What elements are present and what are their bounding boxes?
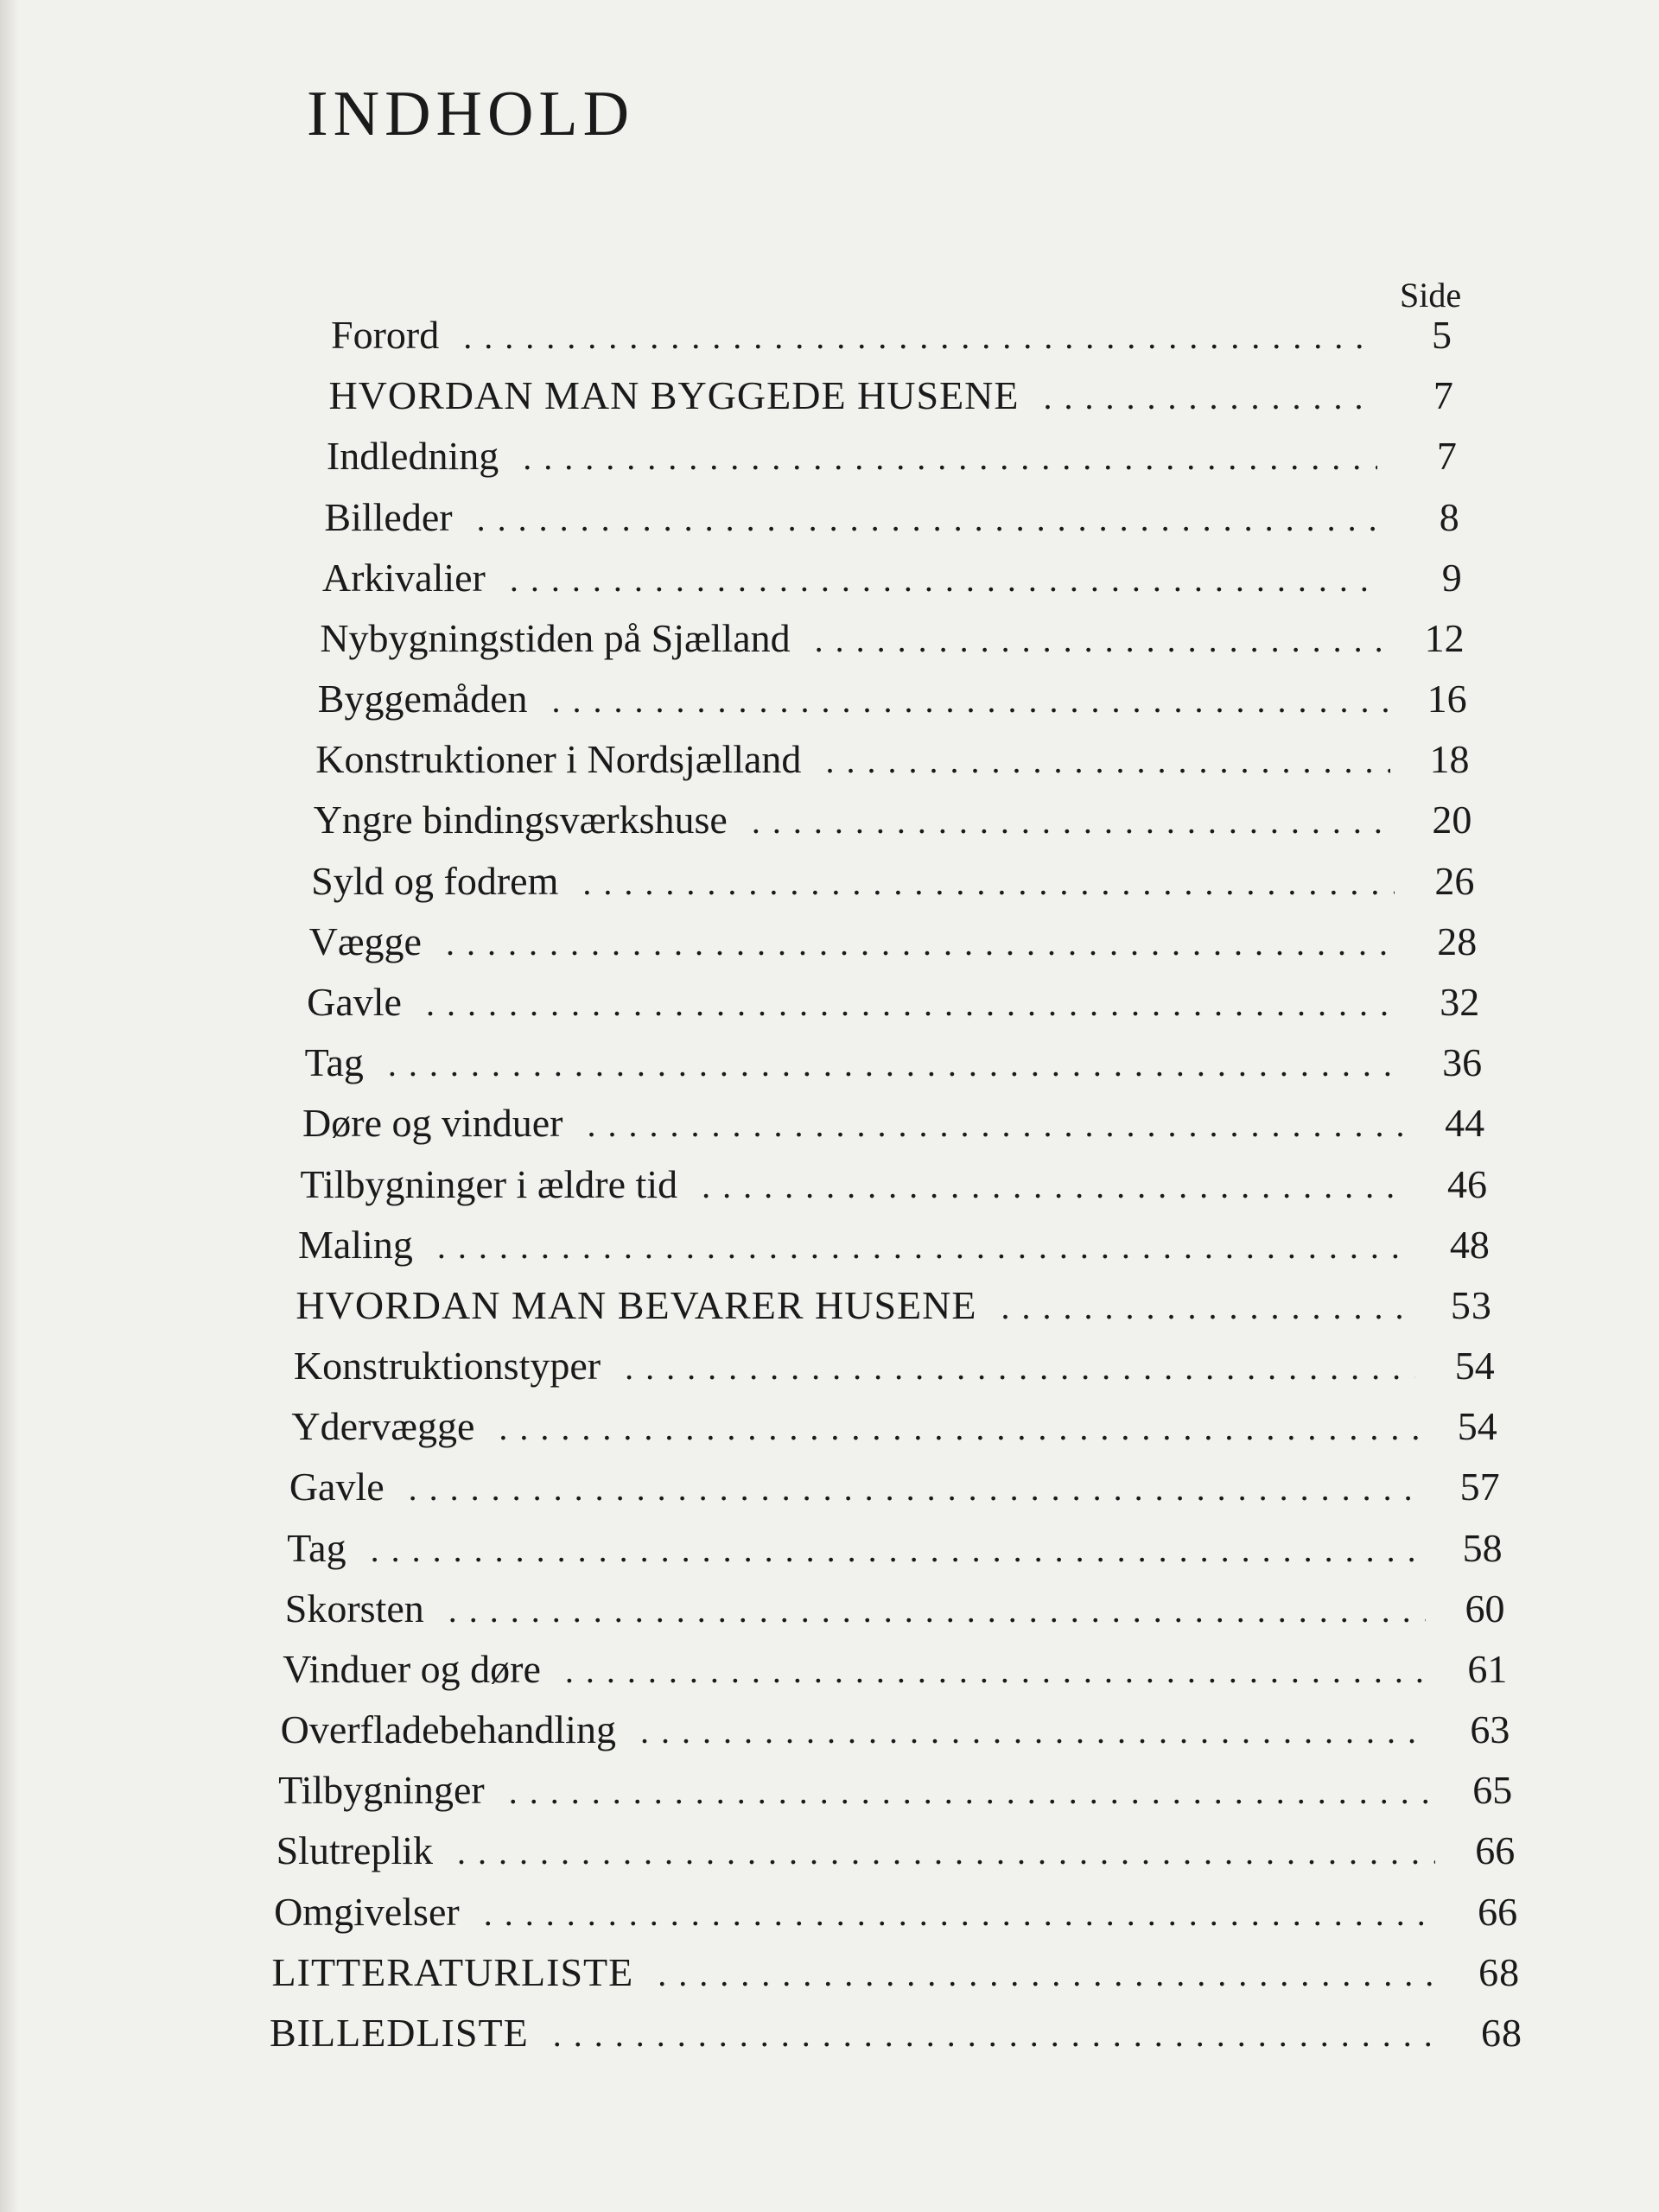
- dot-leader: [499, 1411, 1417, 1446]
- toc-entry-page-number: 36: [1442, 1040, 1483, 1085]
- toc-entry-page-number: 68: [1481, 2011, 1522, 2055]
- toc-entry-page-number: 7: [1436, 434, 1457, 479]
- dot-leader: [752, 804, 1393, 839]
- toc-entry: [276, 1828, 1516, 1873]
- toc-entry-label: Maling: [297, 1222, 413, 1267]
- toc-entry: [311, 858, 1475, 903]
- toc-entry-label: Gavle: [307, 979, 402, 1024]
- dot-leader: [523, 441, 1377, 475]
- toc-entry: [300, 1161, 1488, 1206]
- toc-entry-label: Omgivelser: [274, 1889, 460, 1934]
- dot-leader: [484, 1897, 1438, 1931]
- toc-entry-page-number: 63: [1470, 1707, 1510, 1752]
- toc-entry-label: Byggemåden: [317, 677, 528, 721]
- toc-entry-page-number: 46: [1447, 1161, 1487, 1206]
- toc-entry-page-number: 32: [1440, 979, 1480, 1024]
- toc-entry: [315, 737, 1470, 782]
- toc-entry-label: HVORDAN MAN BYGGEDE HUSENE: [328, 373, 1020, 418]
- toc-entry-label: Vinduer og døre: [283, 1646, 541, 1691]
- dot-leader: [426, 987, 1400, 1021]
- dot-leader: [658, 1957, 1440, 1992]
- toc-entry-label: Døre og vinduer: [302, 1101, 563, 1146]
- dot-leader: [640, 1714, 1430, 1749]
- toc-entry-label: Tag: [287, 1525, 346, 1570]
- toc-entry: [293, 1344, 1495, 1389]
- toc-entry: [318, 679, 1467, 719]
- toc-entry: [274, 1889, 1518, 1934]
- toc-entry-label: Skorsten: [284, 1586, 424, 1630]
- toc-entry-page-number: 16: [1427, 677, 1467, 721]
- toc-entry: [297, 1222, 1490, 1267]
- dot-leader: [815, 623, 1385, 658]
- toc-entry-label: Konstruktionstyper: [293, 1344, 601, 1389]
- toc-entry-page-number: 8: [1439, 494, 1459, 539]
- toc-entry-label: Tag: [304, 1040, 364, 1085]
- toc-entry-label: Gavle: [289, 1465, 385, 1510]
- toc-entry: [328, 373, 1454, 418]
- toc-entry: [287, 1525, 1503, 1570]
- dot-leader: [371, 1533, 1423, 1567]
- dot-leader: [388, 1047, 1402, 1082]
- toc-entry-label: Forord: [331, 313, 440, 357]
- toc-entry: [326, 434, 1457, 479]
- toc-entry-label: HVORDAN MAN BEVARER HUSENE: [296, 1282, 977, 1327]
- toc-entry-label: Nybygningstiden på Sjælland: [320, 615, 791, 660]
- toc-entry: [324, 494, 1459, 539]
- toc-entry-label: Arkivalier: [321, 555, 486, 600]
- page-title: INDHOLD: [307, 79, 635, 149]
- toc-entry: [296, 1282, 1492, 1327]
- toc-entry-label: Overfladebehandling: [280, 1707, 616, 1752]
- toc-entry: [283, 1646, 1508, 1691]
- toc-entry-label: Indledning: [326, 434, 499, 479]
- dot-leader: [446, 926, 1397, 961]
- dot-leader: [625, 1351, 1415, 1385]
- toc-entry-page-number: 18: [1429, 737, 1470, 782]
- toc-entry-page-number: 53: [1450, 1282, 1492, 1327]
- toc-entry-page-number: 58: [1462, 1525, 1503, 1570]
- toc-entry-page-number: 54: [1454, 1344, 1495, 1389]
- toc-entry-page-number: 48: [1449, 1222, 1490, 1267]
- toc-entry-page-number: 66: [1475, 1828, 1516, 1873]
- toc-entry-label: Syld og fodrem: [311, 858, 559, 903]
- dot-leader: [565, 1654, 1427, 1688]
- toc-entry-page-number: 12: [1424, 615, 1465, 660]
- toc-entry-page-number: 60: [1465, 1586, 1505, 1630]
- toc-entry-label: Tilbygninger i ældre tid: [300, 1161, 678, 1206]
- toc-entry-label: Slutreplik: [276, 1828, 434, 1873]
- toc-entry-label: LITTERATURLISTE: [271, 1949, 634, 1994]
- dot-leader: [437, 1230, 1410, 1264]
- toc-entry: [278, 1768, 1513, 1813]
- toc-entry-page-number: 61: [1467, 1646, 1508, 1691]
- dot-leader: [477, 502, 1380, 537]
- dot-leader: [1001, 1290, 1412, 1325]
- dot-leader: [702, 1169, 1408, 1204]
- toc-entry: [302, 1101, 1485, 1146]
- toc-entry-page-number: 7: [1433, 373, 1454, 418]
- toc-entry: [291, 1404, 1497, 1449]
- toc-entry-page-number: 44: [1445, 1101, 1485, 1146]
- toc-entry-label: Tilbygninger: [278, 1768, 485, 1813]
- toc-entry: [289, 1465, 1500, 1510]
- toc-entry-page-number: 26: [1434, 858, 1475, 903]
- toc-entry-page-number: 5: [1432, 313, 1452, 357]
- toc-entry: [320, 615, 1465, 660]
- toc-entry-label: Ydervægge: [291, 1404, 475, 1449]
- toc-entry-page-number: 9: [1441, 555, 1462, 600]
- toc-entry: [331, 315, 1452, 355]
- toc-entry-label: Billeder: [324, 494, 453, 539]
- dot-leader: [552, 683, 1388, 718]
- toc-entry-page-number: 66: [1478, 1889, 1518, 1934]
- toc-entry: [280, 1707, 1510, 1752]
- dot-leader: [463, 320, 1372, 354]
- toc-entry: [308, 918, 1478, 963]
- toc-entry-page-number: 57: [1459, 1465, 1500, 1510]
- dot-leader: [457, 1835, 1435, 1870]
- toc-entry: [314, 800, 1472, 840]
- toc-entry-page-number: 68: [1478, 1949, 1521, 1994]
- dot-leader: [553, 2018, 1443, 2052]
- toc-entry: [271, 1949, 1521, 1994]
- dot-leader: [582, 866, 1395, 900]
- dot-leader: [448, 1593, 1426, 1628]
- dot-leader: [1044, 380, 1375, 415]
- toc-entry-page-number: 54: [1457, 1404, 1497, 1449]
- dot-leader: [588, 1108, 1406, 1142]
- toc-entry-page-number: 20: [1432, 798, 1472, 842]
- page-column-header: Side: [1400, 276, 1462, 315]
- toc-entry: [321, 555, 1462, 600]
- dot-leader: [509, 1775, 1433, 1809]
- toc-entry-label: BILLEDLISTE: [270, 2011, 529, 2055]
- dot-leader: [409, 1471, 1421, 1506]
- toc-entry-label: Vægge: [308, 918, 422, 963]
- toc-entry-page-number: 28: [1437, 918, 1478, 963]
- toc-entry: [270, 2013, 1522, 2053]
- toc-entry-label: Konstruktioner i Nordsjælland: [315, 737, 802, 782]
- toc-entry-page-number: 65: [1472, 1768, 1513, 1813]
- dot-leader: [510, 563, 1382, 597]
- toc-entry: [307, 979, 1480, 1024]
- toc-entry-label: Yngre bindingsværkshuse: [313, 798, 728, 842]
- dot-leader: [825, 744, 1389, 779]
- toc-entry: [284, 1586, 1505, 1630]
- toc-entry: [304, 1040, 1483, 1085]
